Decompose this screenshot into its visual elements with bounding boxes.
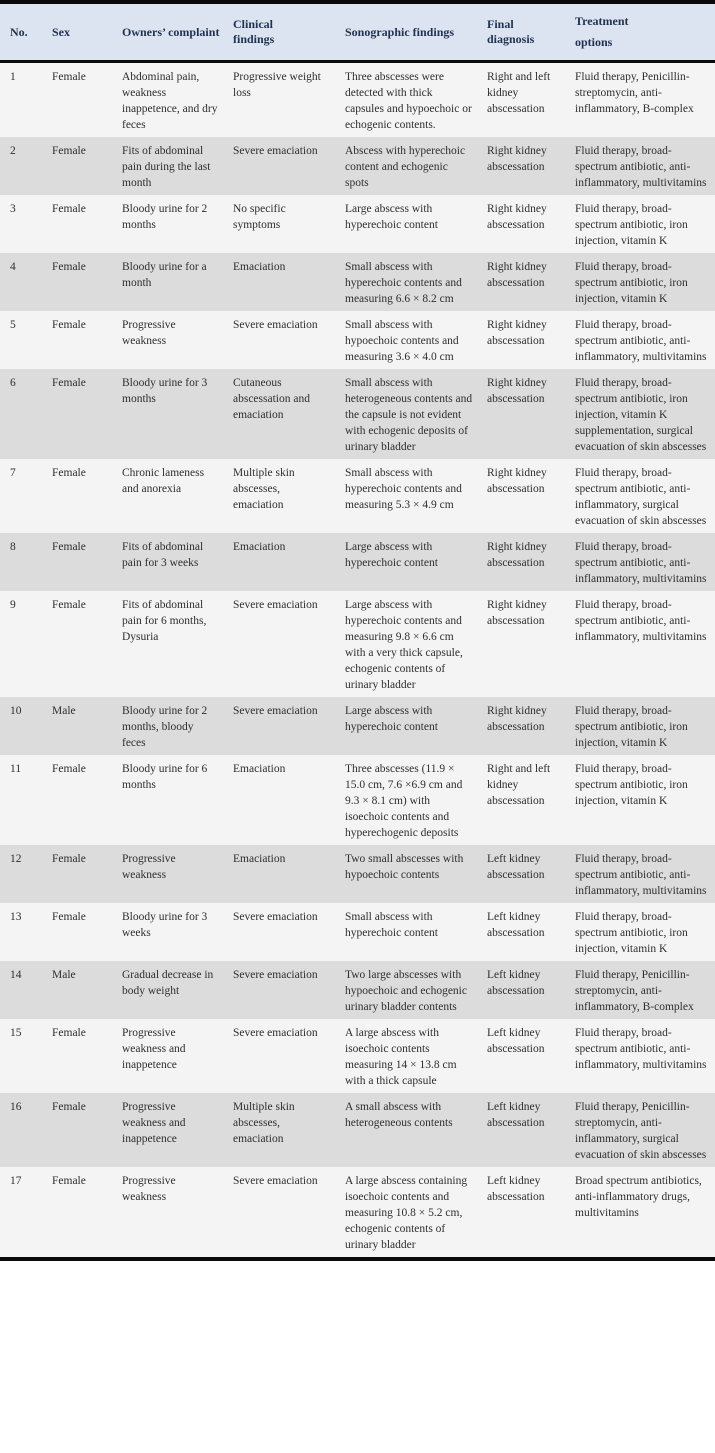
cell-final-diagnosis: Right kidney abscessation — [487, 203, 547, 231]
cell-sonographic-findings: Large abscess with hyperechoic content — [345, 541, 438, 569]
cell-no: 13 — [10, 911, 22, 923]
cases-table — [0, 4, 715, 1257]
cell-sonographic-findings: Three abscesses were detected with thick capsules and hypoechoic or echogenic contents. — [345, 71, 472, 131]
column-header-no: No. — [10, 24, 28, 39]
table-row — [0, 195, 715, 253]
cell-no: 1 — [10, 71, 16, 83]
column-header-owners-complaint: Owners’ complaint — [122, 24, 220, 39]
cell-clinical-findings: Severe emaciation — [233, 145, 318, 157]
cell-sex: Female — [52, 599, 86, 611]
cell-final-diagnosis: Right kidney abscessation — [487, 377, 547, 405]
cell-final-diagnosis: Left kidney abscessation — [487, 1027, 545, 1055]
cell-clinical-findings: Emaciation — [233, 541, 286, 553]
cell-treatment-options: Fluid therapy, broad-spectrum antibiotic, anti-inflammatory, surgical evacuation of skin abscesses — [575, 467, 707, 527]
column-header-treatment-options: Treatment options — [575, 14, 629, 49]
cell-treatment-options: Fluid therapy, broad-spectrum antibiotic, iron injection, vitamin K supplementation, surgical evacuation of skin abscesses — [575, 377, 707, 453]
table-row — [0, 845, 715, 903]
cell-sex: Female — [52, 203, 86, 215]
cell-sonographic-findings: Two small abscesses with hypoechoic contents — [345, 853, 464, 881]
cell-sex: Female — [52, 261, 86, 273]
cell-sonographic-findings: Small abscess with hypoechoic contents and measuring 3.6 × 4.0 cm — [345, 319, 459, 363]
table-row — [0, 961, 715, 1019]
column-header-sex: Sex — [52, 24, 70, 39]
cell-treatment-options: Fluid therapy, broad-spectrum antibiotic, iron injection, vitamin K — [575, 705, 688, 749]
table-row — [0, 591, 715, 697]
cell-sonographic-findings: Two large abscesses with hypoechoic and echogenic urinary bladder contents — [345, 969, 467, 1013]
cell-no: 15 — [10, 1027, 22, 1039]
cell-clinical-findings: Severe emaciation — [233, 599, 318, 611]
cell-sex: Female — [52, 911, 86, 923]
table-row — [0, 459, 715, 533]
cell-final-diagnosis: Left kidney abscessation — [487, 853, 545, 881]
table-header-row — [0, 4, 715, 62]
cell-clinical-findings: Severe emaciation — [233, 1027, 318, 1039]
cell-clinical-findings: Severe emaciation — [233, 319, 318, 331]
cell-final-diagnosis: Right and left kidney abscessation — [487, 71, 551, 115]
column-header-clinical-findings: Clinical findings — [233, 17, 275, 46]
table-row — [0, 697, 715, 755]
cell-sex: Female — [52, 467, 86, 479]
cell-sonographic-findings: Small abscess with heterogeneous contents and the capsule is not evident with echogenic deposits of urinary bladder — [345, 377, 473, 453]
cell-sex: Male — [52, 705, 76, 717]
table-row — [0, 1167, 715, 1257]
column-header-sonographic-findings: Sonographic findings — [345, 24, 455, 39]
cell-sonographic-findings: Large abscess with hyperechoic content — [345, 203, 438, 231]
cell-owners-complaint: Fits of abdominal pain for 3 weeks — [122, 541, 204, 569]
cell-owners-complaint: Progressive weakness — [122, 853, 176, 881]
table-row — [0, 1093, 715, 1167]
cell-no: 12 — [10, 853, 22, 865]
cell-sex: Female — [52, 1101, 86, 1113]
cell-clinical-findings: Multiple skin abscesses, emaciation — [233, 1101, 295, 1145]
cell-owners-complaint: Progressive weakness and inappetence — [122, 1027, 186, 1071]
cell-no: 8 — [10, 541, 16, 553]
cell-no: 7 — [10, 467, 16, 479]
cell-no: 5 — [10, 319, 16, 331]
cell-sonographic-findings: Three abscesses (11.9 × 15.0 cm, 7.6 ×6.9 cm and 9.3 × 8.1 cm) with isoechoic contents and hyperechogenic deposits — [345, 763, 463, 839]
cell-final-diagnosis: Left kidney abscessation — [487, 969, 545, 997]
cell-final-diagnosis: Left kidney abscessation — [487, 1101, 545, 1129]
cell-treatment-options: Fluid therapy, Penicillin-streptomycin, anti-inflammatory, surgical evacuation of skin abscesses — [575, 1101, 707, 1161]
cell-sonographic-findings: Small abscess with hyperechoic content — [345, 911, 438, 939]
table-row — [0, 137, 715, 195]
cell-treatment-options: Fluid therapy, broad-spectrum antibiotic, anti-inflammatory, multivitamins — [575, 853, 707, 897]
cell-sex: Male — [52, 969, 76, 981]
cell-clinical-findings: No specific symptoms — [233, 203, 286, 231]
cell-clinical-findings: Progressive weight loss — [233, 71, 321, 99]
cell-treatment-options: Fluid therapy, broad-spectrum antibiotic, anti-inflammatory, multivitamins — [575, 145, 707, 189]
cell-owners-complaint: Bloody urine for 3 weeks — [122, 911, 208, 939]
cell-owners-complaint: Progressive weakness and inappetence — [122, 1101, 186, 1145]
cell-clinical-findings: Severe emaciation — [233, 705, 318, 717]
cell-no: 4 — [10, 261, 16, 273]
cell-treatment-options: Fluid therapy, Penicillin-streptomycin, anti-inflammatory, B-complex — [575, 969, 694, 1013]
cell-clinical-findings: Cutaneous abscessation and emaciation — [233, 377, 310, 421]
cell-owners-complaint: Bloody urine for 3 months — [122, 377, 208, 405]
cell-no: 2 — [10, 145, 16, 157]
cell-clinical-findings: Severe emaciation — [233, 1175, 318, 1187]
cell-clinical-findings: Emaciation — [233, 763, 286, 775]
cell-sonographic-findings: Large abscess with hyperechoic content — [345, 705, 438, 733]
cell-final-diagnosis: Left kidney abscessation — [487, 1175, 545, 1203]
cell-clinical-findings: Severe emaciation — [233, 911, 318, 923]
table-row — [0, 533, 715, 591]
cell-sonographic-findings: Small abscess with hyperechoic contents and measuring 6.6 × 8.2 cm — [345, 261, 462, 305]
cell-treatment-options: Fluid therapy, broad-spectrum antibiotic, anti-inflammatory, multivitamins — [575, 319, 707, 363]
cell-sex: Female — [52, 763, 86, 775]
cell-owners-complaint: Gradual decrease in body weight — [122, 969, 214, 997]
cell-sonographic-findings: Small abscess with hyperechoic contents and measuring 5.3 × 4.9 cm — [345, 467, 462, 511]
table-row — [0, 311, 715, 369]
cell-sex: Female — [52, 1175, 86, 1187]
cell-clinical-findings: Severe emaciation — [233, 969, 318, 981]
table-row — [0, 369, 715, 459]
cell-sex: Female — [52, 377, 86, 389]
table-row — [0, 1019, 715, 1093]
cell-treatment-options: Fluid therapy, broad-spectrum antibiotic, anti-inflammatory, multivitamins — [575, 1027, 707, 1071]
cell-treatment-options: Fluid therapy, broad-spectrum antibiotic, iron injection, vitamin K — [575, 203, 688, 247]
cell-treatment-options: Fluid therapy, broad-spectrum antibiotic, iron injection, vitamin K — [575, 261, 688, 305]
cell-sonographic-findings: Abscess with hyperechoic content and echogenic spots — [345, 145, 466, 189]
cell-treatment-options: Fluid therapy, broad-spectrum antibiotic, anti-inflammatory, multivitamins — [575, 599, 707, 643]
cell-owners-complaint: Progressive weakness — [122, 319, 176, 347]
cell-treatment-options: Fluid therapy, broad-spectrum antibiotic, iron injection, vitamin K — [575, 763, 688, 807]
cell-sex: Female — [52, 1027, 86, 1039]
cell-sonographic-findings: A small abscess with heterogeneous contents — [345, 1101, 453, 1129]
table-row — [0, 62, 715, 138]
cell-owners-complaint: Fits of abdominal pain for 6 months, Dysuria — [122, 599, 207, 643]
cell-owners-complaint: Abdominal pain, weakness inappetence, and dry feces — [122, 71, 218, 131]
table-row — [0, 903, 715, 961]
cell-no: 3 — [10, 203, 16, 215]
cell-sex: Female — [52, 145, 86, 157]
cell-final-diagnosis: Right kidney abscessation — [487, 705, 547, 733]
cell-owners-complaint: Bloody urine for 2 months, bloody feces — [122, 705, 208, 749]
cell-sex: Female — [52, 71, 86, 83]
cell-final-diagnosis: Right kidney abscessation — [487, 261, 547, 289]
table-header — [0, 4, 715, 62]
cell-owners-complaint: Progressive weakness — [122, 1175, 176, 1203]
cell-no: 17 — [10, 1175, 22, 1187]
cell-final-diagnosis: Right kidney abscessation — [487, 541, 547, 569]
cell-owners-complaint: Bloody urine for a month — [122, 261, 207, 289]
cell-owners-complaint: Fits of abdominal pain during the last month — [122, 145, 211, 189]
cell-no: 9 — [10, 599, 16, 611]
cell-clinical-findings: Emaciation — [233, 853, 286, 865]
cell-treatment-options: Fluid therapy, broad-spectrum antibiotic, anti-inflammatory, multivitamins — [575, 541, 707, 585]
cell-owners-complaint: Bloody urine for 6 months — [122, 763, 208, 791]
cell-no: 14 — [10, 969, 22, 981]
column-header-final-diagnosis: Final diagnosis — [487, 17, 535, 46]
table-body — [0, 62, 715, 1258]
cell-sonographic-findings: A large abscess with isoechoic contents measuring 14 × 13.8 cm with a thick capsule — [345, 1027, 457, 1087]
cell-sex: Female — [52, 541, 86, 553]
cell-final-diagnosis: Right kidney abscessation — [487, 599, 547, 627]
cell-no: 11 — [10, 763, 22, 775]
cell-owners-complaint: Bloody urine for 2 months — [122, 203, 208, 231]
cell-treatment-options: Fluid therapy, Penicillin-streptomycin, anti-inflammatory, B-complex — [575, 71, 694, 115]
cell-sex: Female — [52, 853, 86, 865]
cell-no: 10 — [10, 705, 22, 717]
cell-owners-complaint: Chronic lameness and anorexia — [122, 467, 205, 495]
cell-sonographic-findings: A large abscess containing isoechoic contents and measuring 10.8 × 5.2 cm, echogenic contents of urinary bladder — [345, 1175, 468, 1251]
cell-final-diagnosis: Right kidney abscessation — [487, 319, 547, 347]
cell-treatment-options: Fluid therapy, broad-spectrum antibiotic, iron injection, vitamin K — [575, 911, 688, 955]
cell-clinical-findings: Emaciation — [233, 261, 286, 273]
cell-no: 16 — [10, 1101, 22, 1113]
cell-sex: Female — [52, 319, 86, 331]
table-row — [0, 253, 715, 311]
cell-final-diagnosis: Left kidney abscessation — [487, 911, 545, 939]
cell-treatment-options: Broad spectrum antibiotics, anti-inflammatory drugs, multivitamins — [575, 1175, 702, 1219]
cell-no: 6 — [10, 377, 16, 389]
cell-final-diagnosis: Right kidney abscessation — [487, 145, 547, 173]
cell-clinical-findings: Multiple skin abscesses, emaciation — [233, 467, 295, 511]
cell-final-diagnosis: Right and left kidney abscessation — [487, 763, 551, 807]
cell-sonographic-findings: Large abscess with hyperechoic contents and measuring 9.8 × 6.6 cm with a very thick capsule, echogenic contents of urinary bladder — [345, 599, 463, 691]
cell-final-diagnosis: Right kidney abscessation — [487, 467, 547, 495]
table-row — [0, 755, 715, 845]
